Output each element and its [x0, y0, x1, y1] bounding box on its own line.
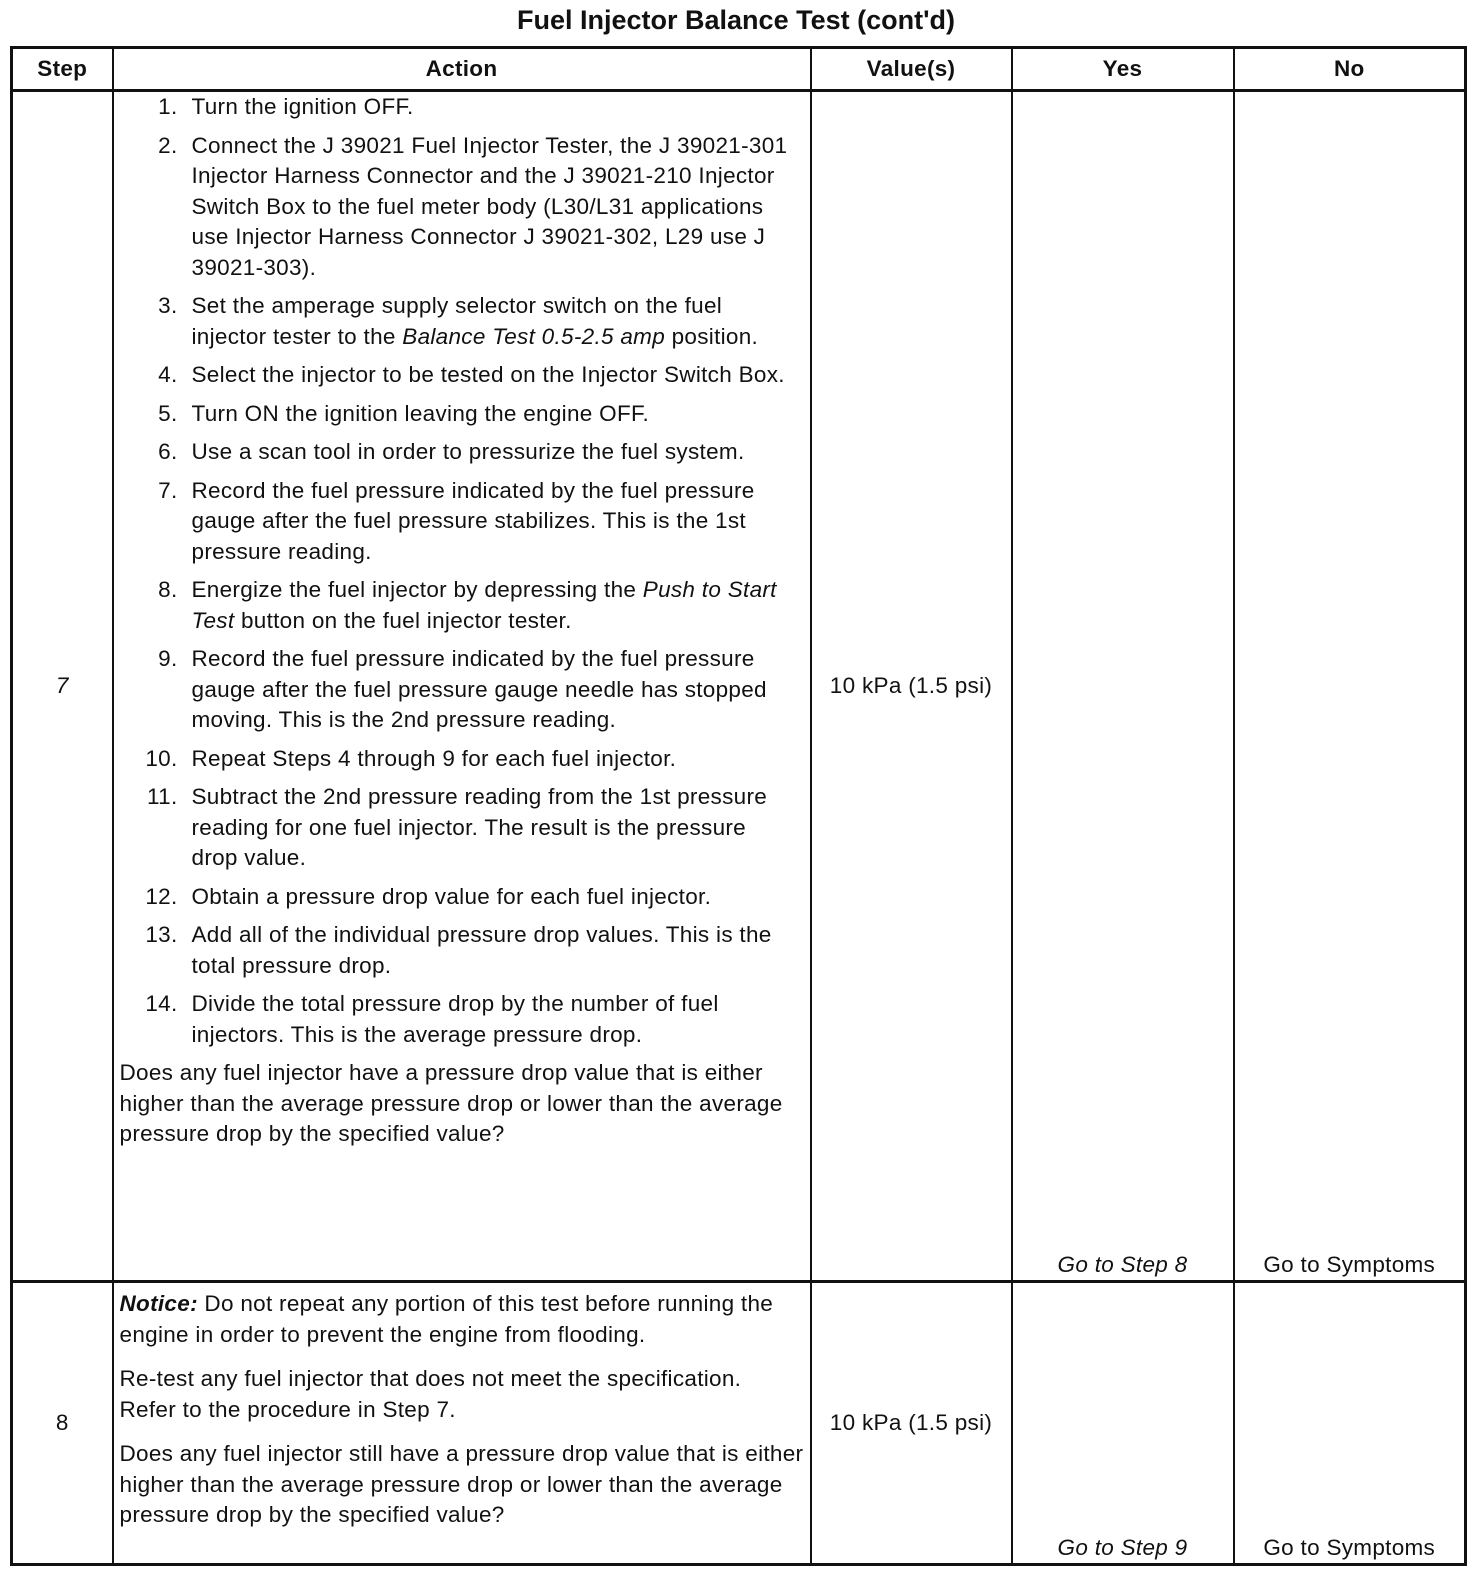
- item-number: 11.: [146, 784, 178, 809]
- list-item: [120, 399, 804, 430]
- item-number: 9.: [158, 646, 178, 671]
- page-title: Fuel Injector Balance Test (cont'd): [517, 5, 955, 35]
- yes-link[interactable]: Go to Step 9: [1012, 1282, 1234, 1565]
- item-number: 13.: [145, 922, 178, 947]
- item-text: [192, 291, 804, 352]
- table-row: [12, 1282, 1466, 1565]
- item-text-emphasis: Balance Test 0.5-2.5 amp: [402, 323, 666, 349]
- action-cell: [113, 91, 811, 1282]
- item-number: 7.: [158, 477, 178, 503]
- item-number: 4.: [158, 362, 178, 387]
- no-link[interactable]: Go to Symptoms: [1234, 1282, 1466, 1565]
- item-text: Add all of the individual pressure drop values. This is the total pressure drop.: [191, 922, 772, 978]
- instruction-list: [120, 92, 804, 1050]
- item-text-part: Energize the fuel injector by depressing the: [191, 577, 643, 602]
- item-number: 12.: [145, 883, 178, 909]
- item-text: Record the fuel pressure indicated by the fuel pressure gauge after the fuel pressure gauge needle has stopped moving. This is the 2nd pressure reading.: [191, 646, 767, 732]
- yes-header: Yes: [1012, 48, 1234, 91]
- item-text: Turn the ignition OFF.: [191, 94, 414, 119]
- item-text: Obtain a pressure drop value for each fuel injector.: [191, 883, 712, 909]
- item-number: 14.: [145, 991, 178, 1016]
- list-item: [120, 92, 804, 123]
- list-item: [120, 920, 804, 981]
- item-number: 10.: [145, 745, 178, 771]
- list-item: [120, 291, 804, 352]
- item-text: Select the injector to be tested on the Injector Switch Box.: [191, 362, 785, 387]
- list-item: [120, 989, 804, 1050]
- item-text: Turn ON the ignition leaving the engine OFF.: [191, 400, 650, 426]
- item-text: Use a scan tool in order to pressurize the fuel system.: [191, 439, 745, 464]
- item-number: 6.: [158, 439, 178, 464]
- procedure-table: [10, 46, 1467, 1566]
- notice-label: Notice:: [119, 1291, 198, 1316]
- item-text: Divide the total pressure drop by the number of fuel injectors. This is the average pressure drop.: [191, 991, 719, 1047]
- notice-paragraph: [120, 1289, 804, 1350]
- retest-paragraph: Re-test any fuel injector that does not meet the specification. Refer to the procedure in Step 7.: [119, 1366, 742, 1422]
- list-item: [120, 744, 804, 775]
- item-text: Subtract the 2nd pressure reading from the 1st pressure reading for one fuel injector. The result is the pressure drop value.: [191, 784, 768, 870]
- table-row: [12, 91, 1466, 1282]
- item-text-part: position.: [665, 323, 759, 349]
- item-number: 8.: [158, 577, 178, 602]
- list-item: [120, 131, 804, 284]
- step-header: Step: [12, 48, 113, 91]
- list-item: [120, 437, 804, 468]
- item-number: 1.: [158, 94, 178, 119]
- question-text: Does any fuel injector still have a pressure drop value that is either higher than the average pressure drop or lower than the average pressure drop by the specified value?: [119, 1441, 804, 1527]
- list-item: [120, 575, 804, 636]
- value-cell: 10 kPa (1.5 psi): [811, 1282, 1012, 1565]
- item-text-emphasis: Push to Start Test: [191, 577, 777, 633]
- notice-text: Do not repeat any portion of this test before running the engine in order to prevent the engine from flooding.: [119, 1291, 774, 1347]
- item-number: 5.: [158, 400, 178, 426]
- action-header: Action: [113, 48, 811, 91]
- item-text-part: button on the fuel injector tester.: [234, 607, 572, 633]
- no-header: No: [1234, 48, 1466, 91]
- item-number: 2.: [158, 132, 178, 158]
- item-text: Record the fuel pressure indicated by the fuel pressure gauge after the fuel pressure stabilizes. This is the 1st pressure reading.: [191, 477, 755, 564]
- no-link[interactable]: Go to Symptoms: [1234, 91, 1466, 1282]
- list-item: [120, 882, 804, 913]
- list-item: [120, 644, 804, 736]
- step-number: 7: [12, 91, 113, 1282]
- action-cell: [113, 1282, 811, 1565]
- list-item: [120, 360, 804, 391]
- header-row: [12, 48, 1466, 91]
- list-item: [120, 782, 804, 874]
- item-number: 3.: [158, 293, 178, 318]
- item-text-part: Set the amperage supply selector switch on the fuel injector tester to the: [191, 293, 723, 349]
- values-header: Value(s): [811, 48, 1012, 91]
- yes-link[interactable]: Go to Step 8: [1012, 91, 1234, 1282]
- value-cell: 10 kPa (1.5 psi): [811, 91, 1012, 1282]
- step-number: 8: [12, 1282, 113, 1565]
- item-text: Connect the J 39021 Fuel Injector Tester, the J 39021-301 Injector Harness Connector and the J 39021-210 Injector Switch Box to the fuel meter body (L30/L31 applications use Injector Harness Connector J 39021-302, L29 use J 39021-303).: [191, 132, 788, 280]
- item-text: [192, 575, 804, 636]
- question-text: Does any fuel injector have a pressure drop value that is either higher than the average pressure drop or lower than the average pressure drop by the specified value?: [119, 1060, 783, 1146]
- item-text: Repeat Steps 4 through 9 for each fuel injector.: [191, 745, 677, 771]
- list-item: [120, 476, 804, 568]
